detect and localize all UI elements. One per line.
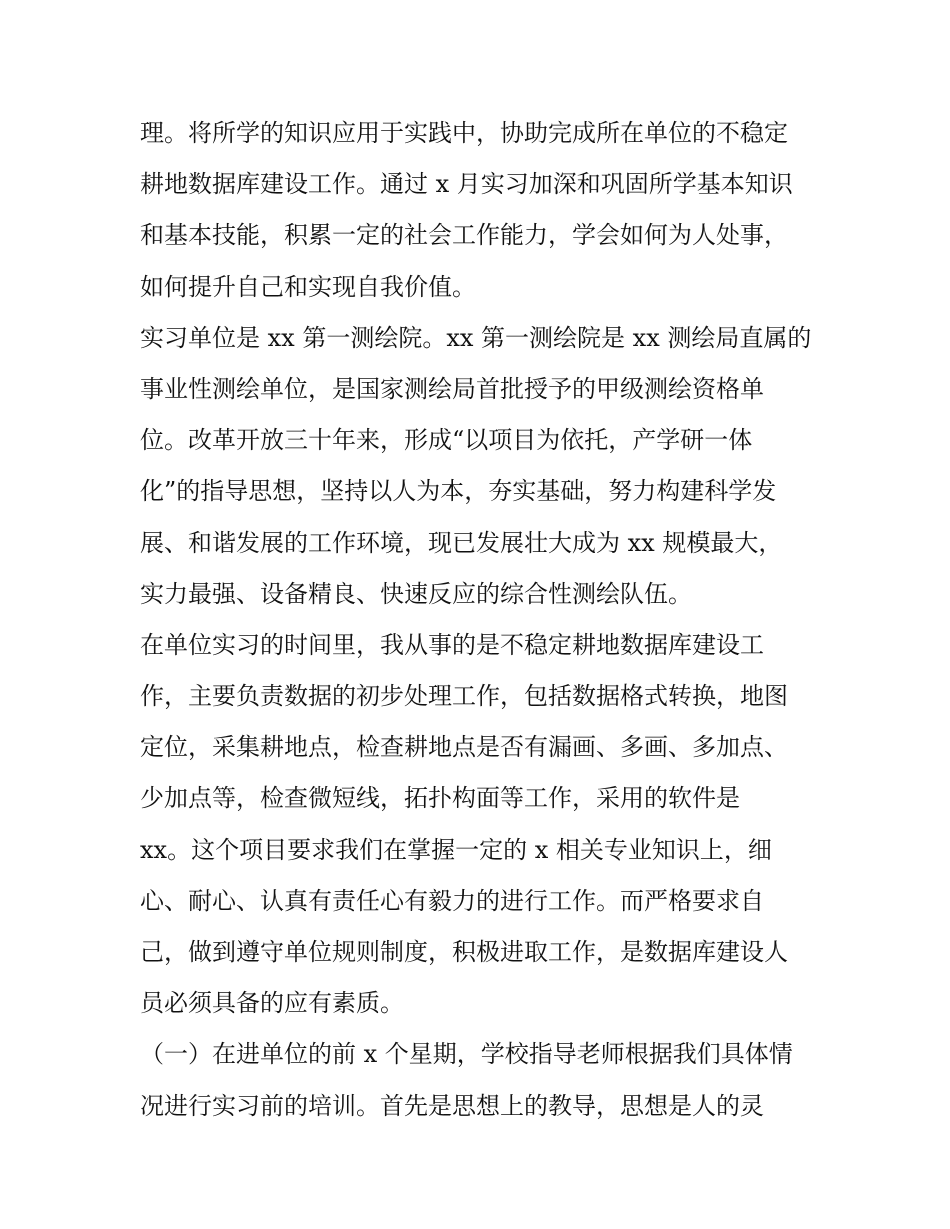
text-line: 况进行实习前的培训。首先是思想上的教导，思想是人的灵 xyxy=(140,1091,764,1120)
text-line: 作，主要负责数据的初步处理工作，包括数据格式转换，地图 xyxy=(140,682,788,711)
text-line: 己，做到遵守单位规则制度，积极进取工作，是数据库建设人 xyxy=(140,938,788,966)
text-line: 少加点等，检查微短线，拓扑构面等工作，采用的软件是 xyxy=(140,784,740,813)
text-line: 事业性测绘单位，是国家测绘局首批授予的甲级测绘资格单 xyxy=(140,374,764,403)
text-line: 化”的指导思想，坚持以人为本，夯实基础，努力构建科学发 xyxy=(140,477,777,506)
text-line: 在单位实习的时间里，我从事的是不稳定耕地数据库建设工 xyxy=(140,630,764,659)
text-line: xx。这个项目要求我们在掌握一定的 x 相关专业知识上，细 xyxy=(140,835,772,864)
text-line: 心、耐心、认真有责任心有毅力的进行工作。而严格要求自 xyxy=(140,886,764,915)
text-line: 实习单位是 xx 第一测绘院。xx 第一测绘院是 xx 测绘局直属的 xyxy=(140,323,812,352)
text-line: 理。将所学的知识应用于实践中，协助完成所在单位的不稳定 xyxy=(140,119,788,147)
text-line: （一）在进单位的前 x 个星期，学校指导老师根据我们具体情 xyxy=(140,1040,793,1069)
text-line: 实力最强、设备精良、快速反应的综合性测绘队伍。 xyxy=(140,579,692,608)
text-line: 耕地数据库建设工作。通过 x 月实习加深和巩固所学基本知识 xyxy=(140,170,793,199)
text-line: 定位，采集耕地点，检查耕地点是否有漏画、多画、多加点、 xyxy=(140,733,788,762)
text-line: 和基本技能，积累一定的社会工作能力，学会如何为人处事， xyxy=(140,221,788,250)
body-text xyxy=(140,108,820,1132)
text-line: 如何提升自己和实现自我价值。 xyxy=(140,272,476,301)
text-line: 员必须具备的应有素质。 xyxy=(140,989,404,1018)
text-line: 位。改革开放三十年来，形成“以项目为依托，产学研一体 xyxy=(140,426,753,455)
text-line: 展、和谐发展的工作环境，现已发展壮大成为 xx 规模最大， xyxy=(140,528,783,557)
